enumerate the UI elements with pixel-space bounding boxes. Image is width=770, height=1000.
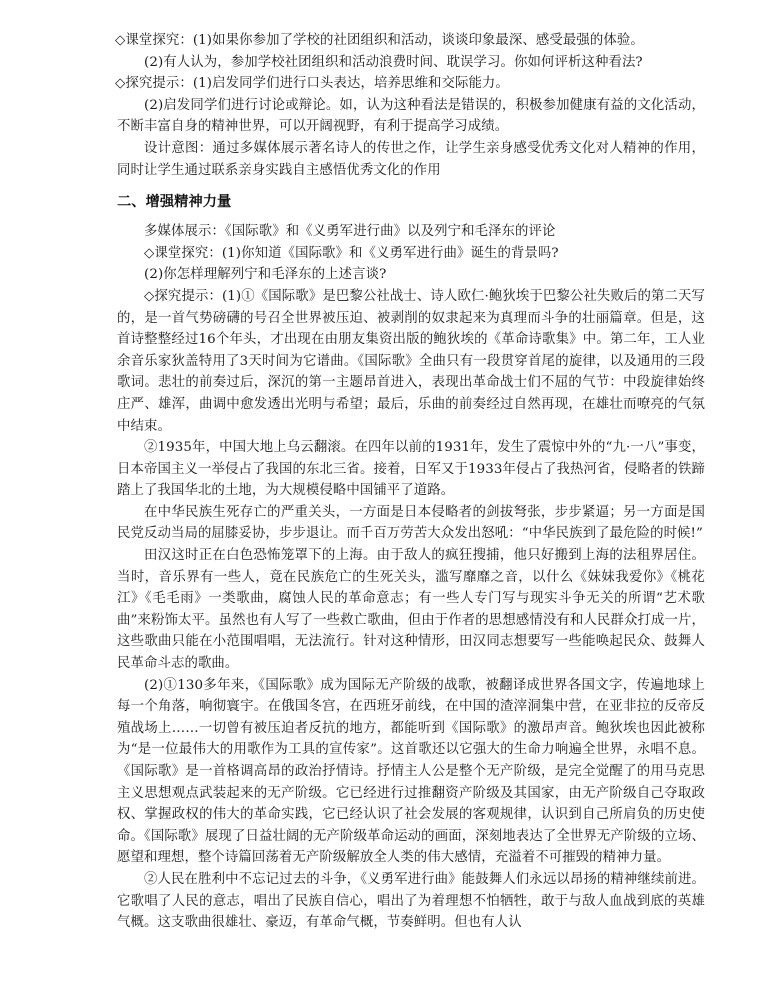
section-heading: 二、增强精神力量 (117, 194, 232, 211)
hint-internationale: ◇探究提示：(1)①《国际歌》是巴黎公社战士、诗人欧仁·鲍狄埃于巴黎公社失败后的第二天写的，是一首气势磅礴的号召全世界被压迫、被剥削的奴隶起来为真理而斗争的壮丽篇章。但是，这首诗整整经过16个年头，才出现在由朋友集资出版的鲍狄埃的《革命诗歌集》中。第二年，工人业余音乐家狄盖特用了3天时间为它谱曲。《国际歌》全曲只有一段贯穿首尾的旋律，以及通用的三段歌词。悲壮的前奏过后，深沉的第一主题昂首进入，表现出革命战士们不屈的气节：中段旋律始终庄严、雄浑，曲调中愈发透出光明与希望；最后，乐曲的前奏经过自然再现，在雄壮而嘹亮的气氛中结束。 (117, 288, 705, 434)
exploration-question-4: (2)你怎样理解列宁和毛泽东的上述言谈? (144, 267, 387, 283)
exploration-hint-2: (2)启发同学们进行讨论或辩论。如，认为这种看法是错误的，积极参加健康有益的文化活动，不断丰富自身的精神世界，可以开阔视野，有利于提高学习成绩。 (117, 97, 705, 135)
exploration-question-1: ◇课堂探究：(1)如果你参加了学校的社团组织和活动，谈谈印象最深、感受最强的体验。 (115, 33, 644, 48)
design-intent: 设计意图：通过多媒体展示著名诗人的传世之作，让学生亲身感受优秀文化对人精神的作用，同时让学生通过联系亲身实践自主感悟优秀文化的作用 (117, 140, 705, 178)
hint-tian-han: 田汉这时正在白色恐怖笼罩下的上海。由于敌人的疯狂搜捕，他只好搬到上海的法租界居住。当时，音乐界有一些人，竟在民族危亡的生死关头，滥写靡靡之音，以什么《妹妹我爱你》《桃花江》《毛毛雨》一类歌曲，腐蚀人民的革命意志；有一些人专门写与现实斗争无关的所谓“艺术歌曲”来粉饰太平。虽然也有人写了一些救亡歌曲，但由于作者的思想感情没有和人民群众打成一片，这些歌曲只能在小范围唱唱，无法流行。针对这种情形，田汉同志想要写一些能唤起民众、鼓舞人民革命斗志的歌曲。 (117, 548, 705, 672)
exploration-question-3: ◇课堂探究：(1)你知道《国际歌》和《义勇军进行曲》诞生的背景吗? (144, 245, 559, 261)
multimedia-display: 多媒体展示：《国际歌》和《义勇军进行曲》以及列宁和毛泽东的评论 (144, 224, 556, 240)
hint-national-crisis: 在中华民族生死存亡的严重关头，一方面是日本侵略者的剑拔弩张，步步紧逼；另一方面是国民党反动当局的屈膝妥协，步步退让。而千百万劳苦大众发出怒吼：“中华民族到了最危险的时候!” (117, 504, 705, 542)
exploration-question-2: (2)有人认为，参加学校社团组织和活动浪费时间、耽误学习。你如何评析这种看法? (144, 54, 643, 70)
hint-internationale-impact: (2)①130多年来，《国际歌》成为国际无产阶级的战歌，被翻译成世界各国文字，传遍地球上每一个角落，响彻寰宇。在俄国冬宫，在西班牙前线，在中国的渣滓洞集中营，在亚非拉的反帝反殖战场上……一切曾有被压迫者反抗的地方，都能听到《国际歌》的激昂声音。鲍狄埃也因此被称为“是一位最伟大的用歌作为工具的宣传家”。这首歌还以它强大的生命力响遍全世界，永唱不息。《国际歌》是一首格调高昂的政治抒情诗。抒情主人公是整个无产阶级，是完全觉醒了的用马克思主义思想观点武装起来的无产阶级。它已经进行过推翻资产阶级及其国家，由无产阶级自己夺取政权、掌握政权的伟大的革命实践，它已经认识了社会发展的客观规律，认识到自己所肩负的历史使命。《国际歌》展现了日益壮阔的无产阶级革命运动的画面，深刻地表达了全世界无产阶级的立场、愿望和理想，整个诗篇回荡着无产阶级解放全人类的伟大感情，充溢着不可摧毁的精神力量。 (117, 677, 705, 866)
exploration-hint-1: ◇探究提示：(1)启发同学们进行口头表达，培养思维和交际能力。 (115, 76, 509, 92)
hint-march-volunteers: ②人民在胜利中不忘记过去的斗争，《义勇军进行曲》能鼓舞人们永远以昂扬的精神继续前进。它歌唱了人民的意志，唱出了民族自信心，唱出了为着理想不怕牺牲，敢于与敌人血战到底的英雄气概。这支歌曲很雄壮、豪迈，有革命气概，节奏鲜明。但也有人认 (117, 871, 705, 931)
hint-1935-background: ②1935年，中国大地上乌云翻滚。在四年以前的1931年，发生了震惊中外的“九·一八”事变，日本帝国主义一举侵占了我国的东北三省。接着，日军又于1933年侵占了我热河省，侵略者的铁蹄踏上了我国华北的土地，为大规模侵略中国铺平了道路。 (117, 440, 705, 499)
